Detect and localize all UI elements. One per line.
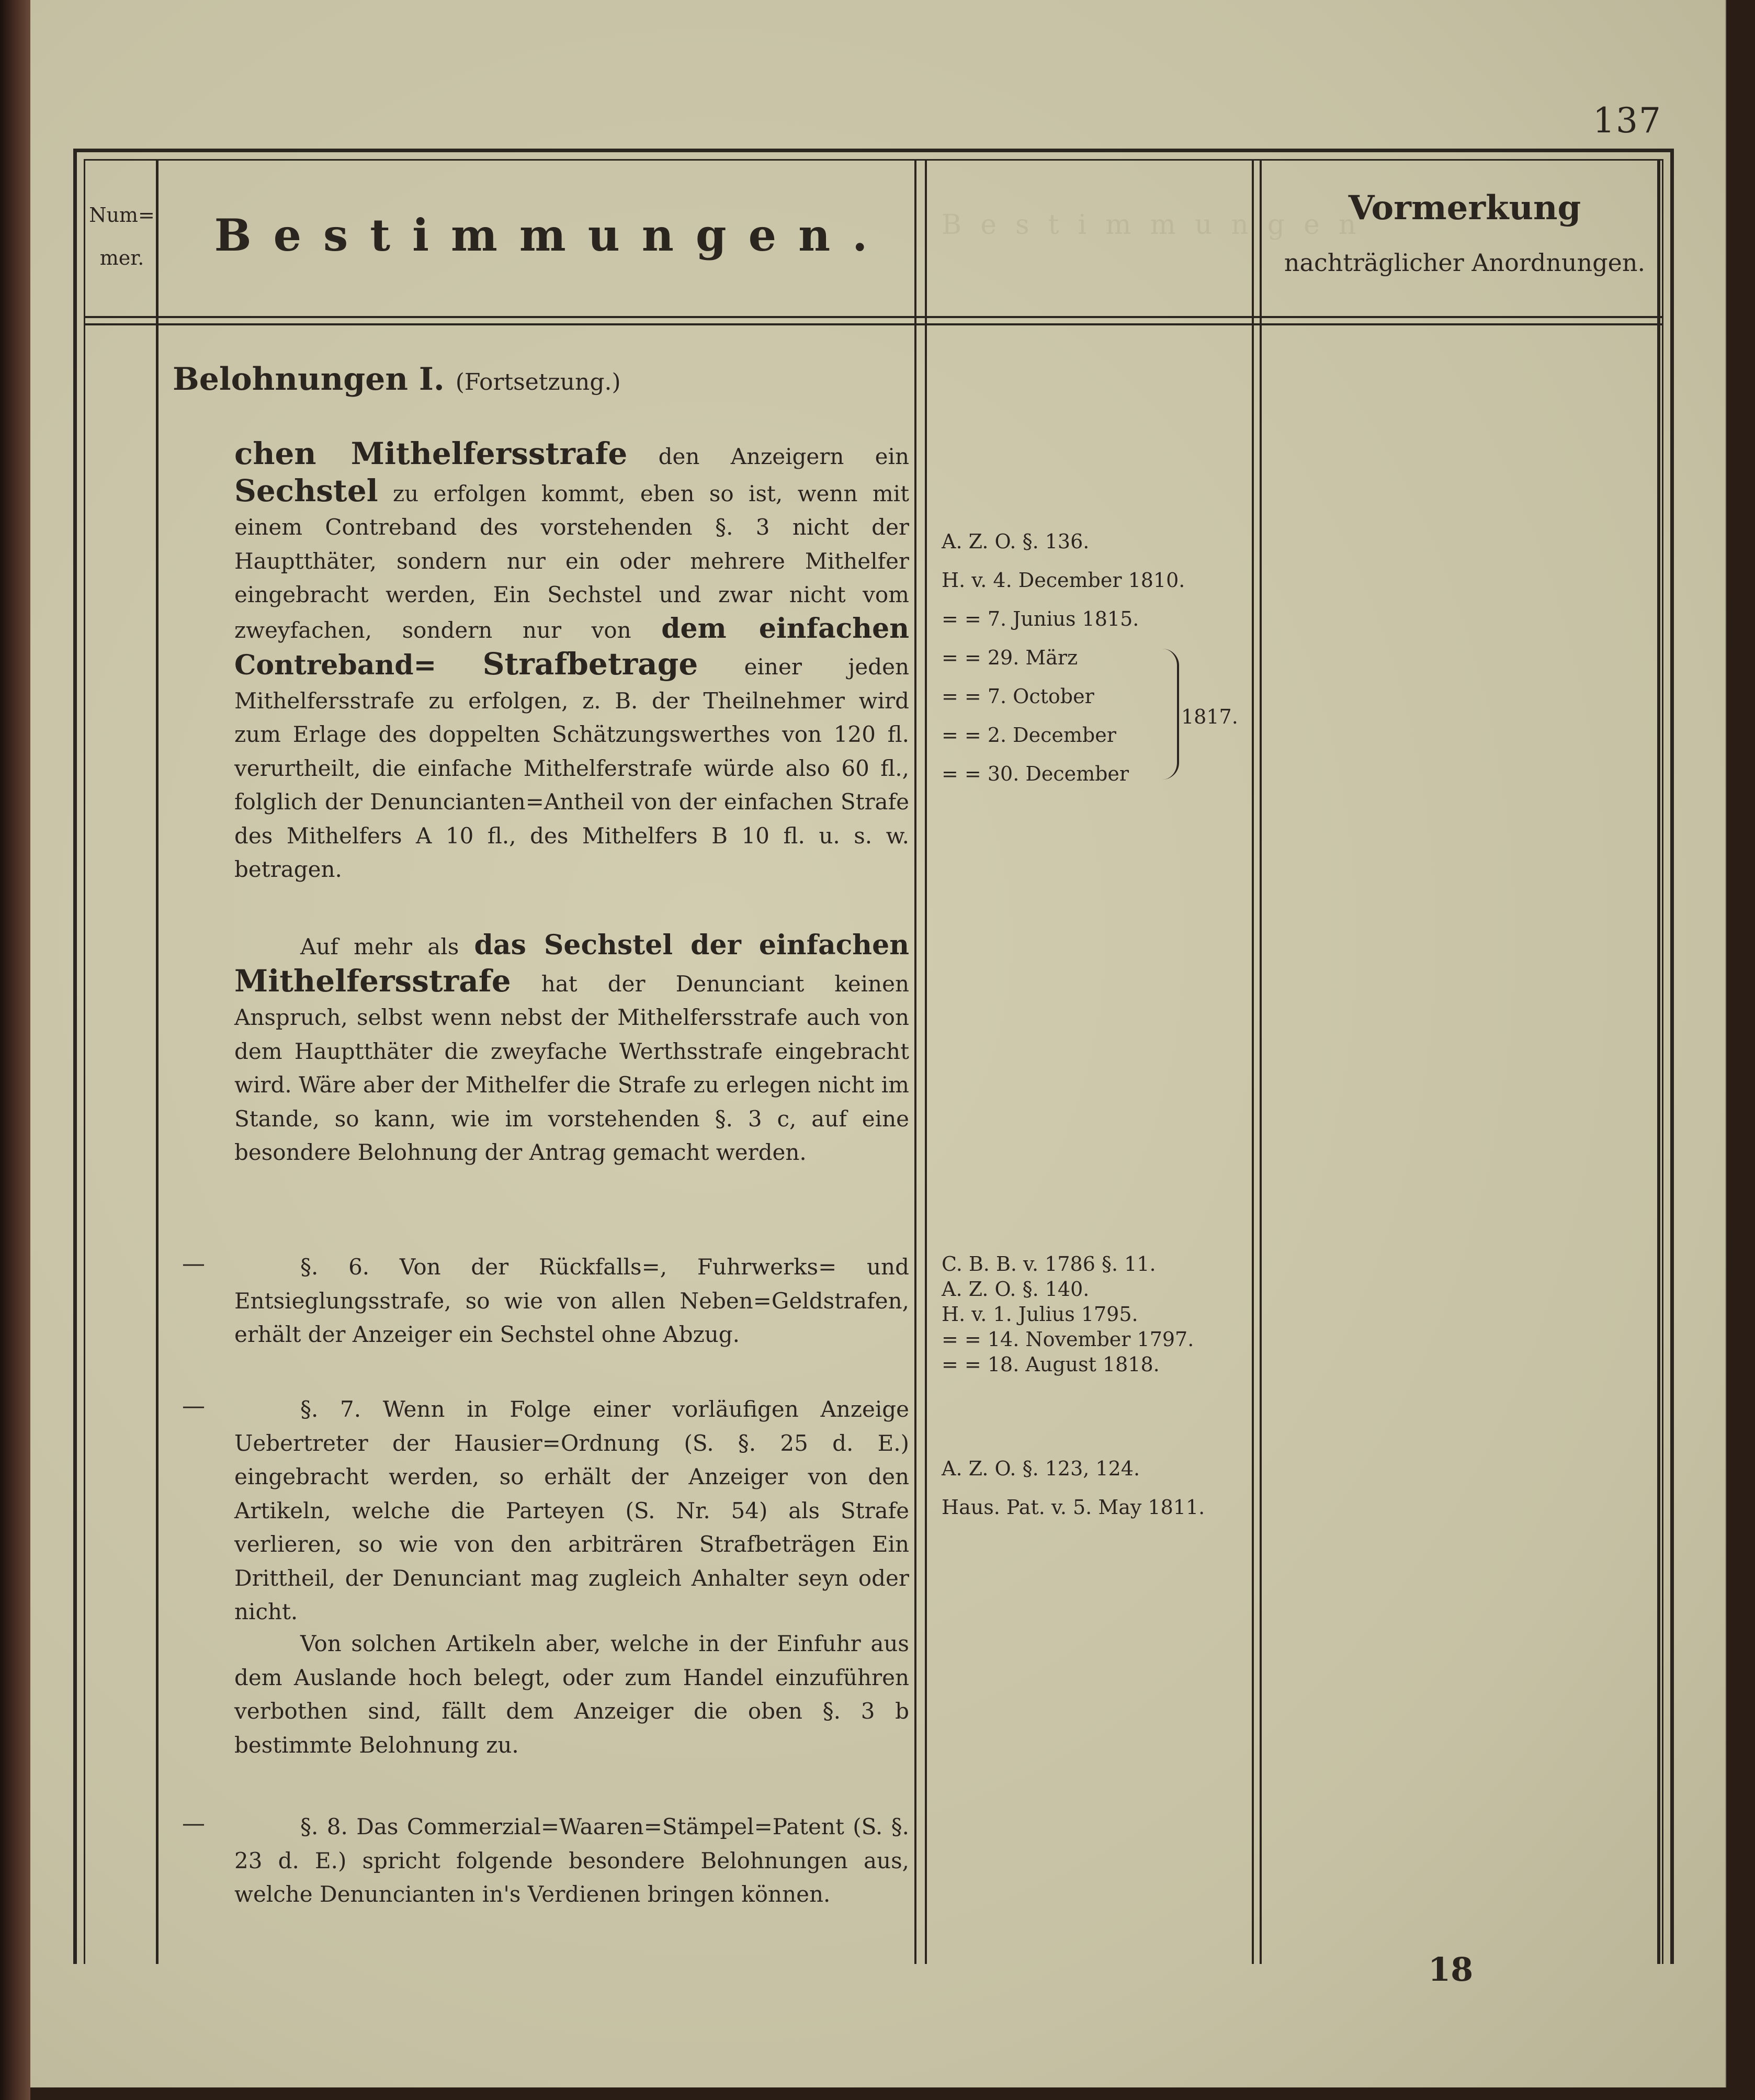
number-header-line1: Num=	[89, 204, 155, 227]
reference-line: = = 7. Junius 1815.	[942, 607, 1139, 630]
paragraph-1	[234, 437, 909, 887]
right-header-subtitle: nachträglicher Anordnungen.	[1284, 249, 1646, 277]
section-title-text: Belohnungen I.	[173, 361, 445, 398]
p1-lead: chen Mithelfersstrafe	[234, 436, 628, 471]
reference-line: = = 14. November 1797.	[942, 1328, 1194, 1351]
p2-text2: hat der Denunciant keinen Anspruch, selbst wenn nebst der Mithelfersstrafe auch von dem Hauptthäter die zweyfache Werthsstrafe eingebracht wird. Wäre aber der Mithelfer die Strafe zu erlegen nicht im Stande, so kann, wie im vorstehenden §. 3 c, auf eine besondere Belohnung der Antrag gemacht werden.	[234, 970, 909, 1165]
column-rule-outer-right	[1657, 159, 1660, 1964]
reference-line: = = 29. März	[942, 646, 1078, 669]
column-rule-main-left	[914, 159, 916, 1964]
section-subtitle: (Fortsetzung.)	[455, 369, 621, 396]
p2-bold2: Mithelfersstrafe	[234, 963, 511, 999]
p2-bold1: das Sechstel der einfachen	[474, 929, 909, 961]
book-spine	[0, 0, 30, 2100]
p1-bold2: dem einfachen Contreband=	[234, 612, 909, 681]
header-rule-1	[84, 316, 1663, 318]
main-column-header: Bestimmungen.	[214, 209, 890, 261]
reference-line: A. Z. O. §. 123, 124.	[942, 1457, 1140, 1480]
reference-line: = = 30. December	[942, 762, 1129, 785]
reference-line: A. Z. O. §. 140.	[942, 1278, 1090, 1301]
paragraph-3	[234, 1250, 909, 1352]
p6-dash: —	[182, 1810, 205, 1837]
header-rule-2	[84, 323, 1663, 325]
column-rule-number	[156, 159, 158, 1964]
p1-bold1: Sechstel	[234, 472, 378, 509]
page-number: 137	[1593, 100, 1662, 141]
p1-text3: einer jeden Mithelfersstrafe zu erfolgen, z. B. der Theilnehmer wird zum Erlage des doppelten Schätzungswerthes von 120 fl. verurtheilt, die einfache Mithelferstrafe würde also 60 fl., folglich der Denuncianten=Antheil von der einfachen Strafe des Mithelfers A 10 fl., des Mithelfers B 10 fl. u. s. w. betragen.	[234, 654, 910, 882]
reference-line: H. v. 1. Julius 1795.	[942, 1303, 1138, 1326]
p2-text1: Auf mehr als	[300, 934, 474, 959]
reference-line: A. Z. O. §. 136.	[942, 530, 1090, 553]
paragraph-4	[234, 1393, 909, 1629]
signature-mark: 18	[1428, 1950, 1474, 1989]
show-through-text: Bestimmungen	[942, 209, 1375, 241]
column-rule-ref-left	[1252, 159, 1254, 1964]
paragraph-6	[234, 1810, 909, 1912]
p3-text: §. 6. Von der Rückfalls=, Fuhrwerks= und Entsieglungsstrafe, so wie von allen Neben=Geldstrafen, erhält der Anzeiger ein Sechstel ohne Abzug.	[234, 1254, 909, 1347]
right-header-title: Vormerkung	[1348, 188, 1581, 228]
reference-line: Haus. Pat. v. 5. May 1811.	[942, 1496, 1205, 1519]
p5-text: Von solchen Artikeln aber, welche in der Einfuhr aus dem Auslande hoch belegt, oder zum Handel einzuführen verbothen sind, fällt dem Anzeiger die oben §. 3 b bestimmte Belohnung zu.	[234, 1631, 909, 1758]
reference-group-1	[942, 522, 1255, 793]
reference-group-2	[942, 1251, 1255, 1377]
p6-text: §. 8. Das Commerzial=Waaren=Stämpel=Patent (S. §. 23 d. E.) spricht folgende besondere Belohnungen aus, welche Denuncianten in's Verdienen bringen können.	[234, 1814, 909, 1907]
p3-dash: —	[182, 1250, 205, 1277]
p4-dash: —	[182, 1393, 205, 1419]
paragraph-2	[234, 929, 909, 1170]
right-column-header	[1255, 188, 1674, 277]
number-column-header	[88, 194, 156, 279]
number-header-line2: mer.	[99, 246, 144, 269]
p1-text2: zu erfolgen kommt, eben so ist, wenn mit einem Contreband des vorstehenden §. 3 nicht der Hauptthäter, sondern nur ein oder mehrere Mithelfer eingebracht werden, Ein Sechstel und zwar nicht vom zweyfachen, sondern nur von	[234, 480, 909, 643]
paragraph-5	[234, 1627, 909, 1762]
column-rule-main-right	[925, 159, 927, 1964]
reference-line: = = 7. October	[942, 685, 1094, 708]
p4-text: §. 7. Wenn in Folge einer vorläufigen Anzeige Uebertreter der Hausier=Ordnung (S. §. 25 d. E.) eingebracht werden, so erhält der Anzeiger von den Artikeln, welche die Parteyen (S. Nr. 54) als Strafe verlieren, so wie von den arbiträren Strafbeträgen Ein Drittheil, der Denunciant mag zugleich Anhalter seyn oder nicht.	[234, 1396, 909, 1624]
column-rule-ref-right	[1260, 159, 1262, 1964]
p1-text1: den Anzeigern ein	[627, 444, 909, 469]
p1-bold3: Strafbetrage	[482, 646, 698, 682]
reference-line: C. B. B. v. 1786 §. 11.	[942, 1252, 1156, 1275]
year-brace	[1162, 649, 1179, 780]
brace-year: 1817.	[1181, 705, 1238, 728]
reference-group-3	[942, 1449, 1255, 1527]
reference-line: = = 2. December	[942, 724, 1116, 747]
reference-line: = = 18. August 1818.	[942, 1353, 1160, 1376]
reference-line: H. v. 4. December 1810.	[942, 569, 1185, 592]
section-title	[173, 361, 621, 398]
